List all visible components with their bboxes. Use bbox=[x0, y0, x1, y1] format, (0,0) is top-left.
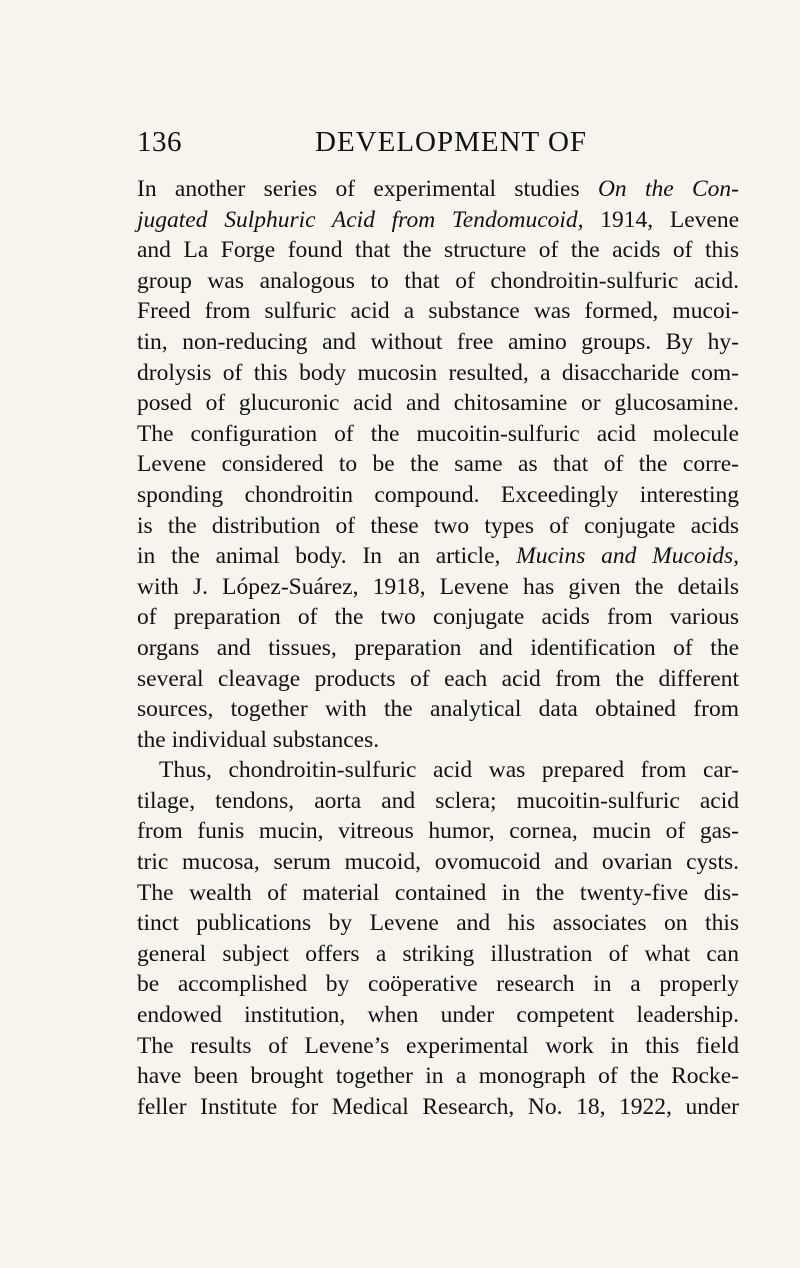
text-line bbox=[137, 511, 739, 542]
text-line bbox=[137, 541, 739, 572]
text-line bbox=[137, 174, 739, 205]
text-run: with J. López-Suárez, 1918, Levene has given the details bbox=[137, 573, 739, 600]
text-run: posed of glucuronic acid and chitosamine or glucosamine. bbox=[137, 390, 739, 417]
text-run: Freed from sulfuric acid a substance was formed, mucoi- bbox=[137, 298, 739, 325]
italic-title: Mucins and Mucoids, bbox=[516, 543, 739, 570]
text-line bbox=[137, 816, 739, 847]
text-line bbox=[137, 939, 739, 970]
paragraph bbox=[137, 755, 739, 1122]
text-line bbox=[137, 755, 739, 786]
text-line bbox=[137, 296, 739, 327]
italic-title: jugated Sulphuric Acid from Tendomucoid, bbox=[137, 206, 584, 233]
text-run: have been brought together in a monograph of the Rocke- bbox=[137, 1063, 739, 1090]
text-run: drolysis of this body mucosin resulted, a disaccharide com- bbox=[137, 359, 739, 386]
text-line bbox=[137, 908, 739, 939]
text-run: of preparation of the two conjugate acids from various bbox=[137, 604, 739, 631]
text-run: several cleavage products of each acid from the different bbox=[137, 665, 739, 692]
text-run: The configuration of the mucoitin-sulfuric acid molecule bbox=[137, 420, 739, 447]
text-run: is the distribution of these two types of conjugate acids bbox=[137, 512, 739, 539]
text-line bbox=[137, 725, 739, 756]
text-run: organs and tissues, preparation and identification of the bbox=[137, 634, 739, 661]
text-run: The wealth of material contained in the twenty-five dis- bbox=[137, 879, 739, 906]
text-run: endowed institution, when under competent leadership. bbox=[137, 1002, 739, 1029]
text-line bbox=[137, 480, 739, 511]
text-run: The results of Levene’s experimental work in this field bbox=[137, 1032, 739, 1059]
text-run: the individual substances. bbox=[137, 726, 380, 753]
text-line bbox=[137, 1031, 739, 1062]
text-line bbox=[137, 358, 739, 389]
text-run: 1914, Levene bbox=[583, 206, 739, 233]
text-line bbox=[137, 602, 739, 633]
text-run: tin, non-reducing and without free amino groups. By hy- bbox=[137, 328, 739, 355]
text-line bbox=[137, 449, 739, 480]
text-run: Levene considered to be the same as that of the corre- bbox=[137, 451, 739, 478]
text-run: and La Forge found that the structure of the acids of this bbox=[137, 237, 739, 264]
text-run: tric mucosa, serum mucoid, ovomucoid and ovarian cysts. bbox=[137, 849, 739, 876]
page-number: 136 bbox=[137, 126, 182, 158]
text-run: from funis mucin, vitreous humor, cornea, mucin of gas- bbox=[137, 818, 739, 845]
text-line bbox=[137, 388, 739, 419]
text-line bbox=[137, 878, 739, 909]
text-line bbox=[137, 266, 739, 297]
text-run: Thus, chondroitin-sulfuric acid was prepared from car- bbox=[159, 757, 739, 784]
page-header bbox=[137, 122, 737, 162]
body-text bbox=[137, 174, 739, 1122]
text-line bbox=[137, 419, 739, 450]
text-run: general subject offers a striking illustration of what can bbox=[137, 940, 739, 967]
text-line bbox=[137, 327, 739, 358]
text-line bbox=[137, 664, 739, 695]
text-run: group was analogous to that of chondroitin-sulfuric acid. bbox=[137, 267, 739, 294]
text-run: be accomplished by coöperative research in a properly bbox=[137, 971, 739, 998]
text-run: tilage, tendons, aorta and sclera; mucoitin-sulfuric acid bbox=[137, 787, 739, 814]
text-line bbox=[137, 786, 739, 817]
text-run: sponding chondroitin compound. Exceedingly interesting bbox=[137, 481, 739, 508]
text-line bbox=[137, 1092, 739, 1123]
text-run: sources, together with the analytical data obtained from bbox=[137, 696, 739, 723]
paragraph bbox=[137, 174, 739, 755]
text-run: In another series of experimental studies bbox=[137, 176, 598, 202]
text-line bbox=[137, 633, 739, 664]
running-head: DEVELOPMENT OF bbox=[315, 126, 588, 158]
text-line bbox=[137, 1000, 739, 1031]
text-line bbox=[137, 205, 739, 236]
text-line bbox=[137, 847, 739, 878]
text-line bbox=[137, 235, 739, 266]
text-run: feller Institute for Medical Research, No. 18, 1922, under bbox=[137, 1093, 739, 1120]
text-line bbox=[137, 969, 739, 1000]
text-line bbox=[137, 1061, 739, 1092]
text-line bbox=[137, 694, 739, 725]
text-line bbox=[137, 572, 739, 603]
italic-title: On the Con- bbox=[597, 176, 739, 202]
text-run: in the animal body. In an article, bbox=[137, 543, 517, 570]
text-run: tinct publications by Levene and his associates on this bbox=[137, 910, 739, 937]
